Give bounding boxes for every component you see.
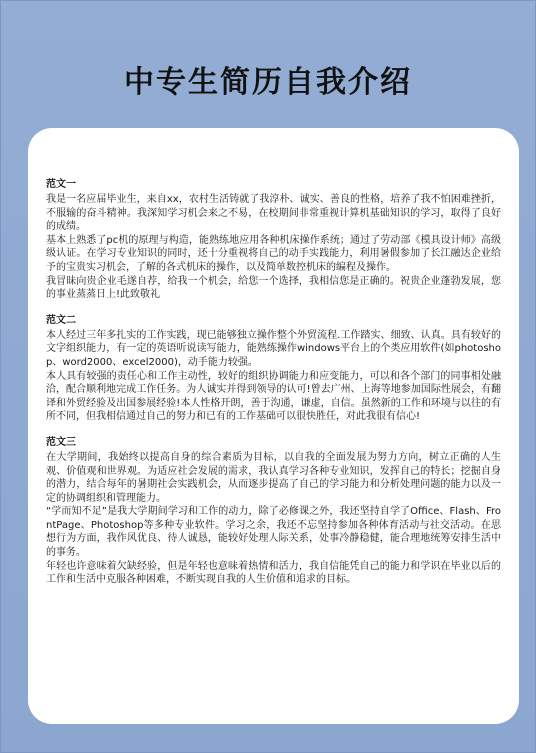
paragraph: 本人具有较强的责任心和工作主动性，较好的组织协调能力和应变能力，可以和各个部门的同事相处融洽，配合顺利地完成工作任务。为人诚实并得到领导的认可!曾去广州、上海等地参加国际性展会，有翻译和外贸经验及出国参展经验!本人性格开朗，善于沟通，谦虚，自信。虽然新的工作和环境与以往的有所不同，但我相信通过自己的努力和已有的工作基础可以很快胜任，对此我很有信心! [46,370,501,423]
paragraph: 年轻也许意味着欠缺经验，但是年轻也意味着热情和活力，我自信能凭自己的能力和学识在毕业以后的工作和生活中克服各种困难，不断实现自我的人生价值和追求的目标。 [46,560,501,586]
paragraph: “学而知不足”是我大学期间学习和工作的动力，除了必修课之外，我还坚持自学了Office、Flash、FrontPage、Photoshop等多种专业软件。学习之余，我还不忘坚持参加各种体育活动与社交活动。在思想行为方面，我作风优良、待人诚恳，能较好处理人际关系，处事冷静稳健，能合理地统筹安排生活中的事务。 [46,506,501,559]
paragraph: 我是一名应届毕业生，来自xx，农村生活铸就了我淳朴、诚实、善良的性格，培养了我不怕困难挫折，不服输的奋斗精神。我深知学习机会来之不易，在校期间非常重视计算机基础知识的学习，取得了良好的成绩。 [46,194,501,233]
paragraph: 我冒昧向贵企业毛遂自荐，给我一个机会，给您一个选择，我相信您是正确的。祝贵企业蓬勃发展，您的事业蒸蒸日上!此致敬礼 [46,275,501,301]
page-title: 中专生简历自我介绍 [124,65,412,100]
content-card [28,128,519,724]
section-1 [46,178,501,302]
section-3 [46,436,501,587]
section-heading: 范文二 [46,314,76,326]
paragraph: 在大学期间，我始终以提高自身的综合素质为目标，以自我的全面发展为努力方向，树立正确的人生观、价值观和世界观。为适应社会发展的需求，我认真学习各种专业知识，发挥自己的特长；挖掘自身的潜力，结合每年的暑期社会实践机会，从而逐步提高了自己的学习能力和分析处理问题的能力以及一定的协调组织和管理能力。 [46,451,501,504]
section-heading: 范文一 [46,179,76,190]
paragraph: 本人经过三年多扎实的工作实践，现已能够独立操作整个外贸流程.工作踏实、细致、认真。具有较好的文字组织能力，有一定的英语听说读写能力，能熟练操作windows平台上的个类应用软件(如photoshop、word2000、excel2000)，动手能力较强。 [46,329,501,368]
section-2 [46,314,501,424]
paragraph: 基本上熟悉了pc机的原理与构造，能熟练地应用各种机床操作系统；通过了劳动部《模具设计师》高级级认证。在学习专业知识的同时，还十分重视将自己的动手实践能力，利用暑假参加了长江融达企业给予的宝贵实习机会，了解的各式机床的操作，以及简单数控机床的编程及操作。 [46,234,501,273]
section-heading: 范文三 [46,436,76,448]
